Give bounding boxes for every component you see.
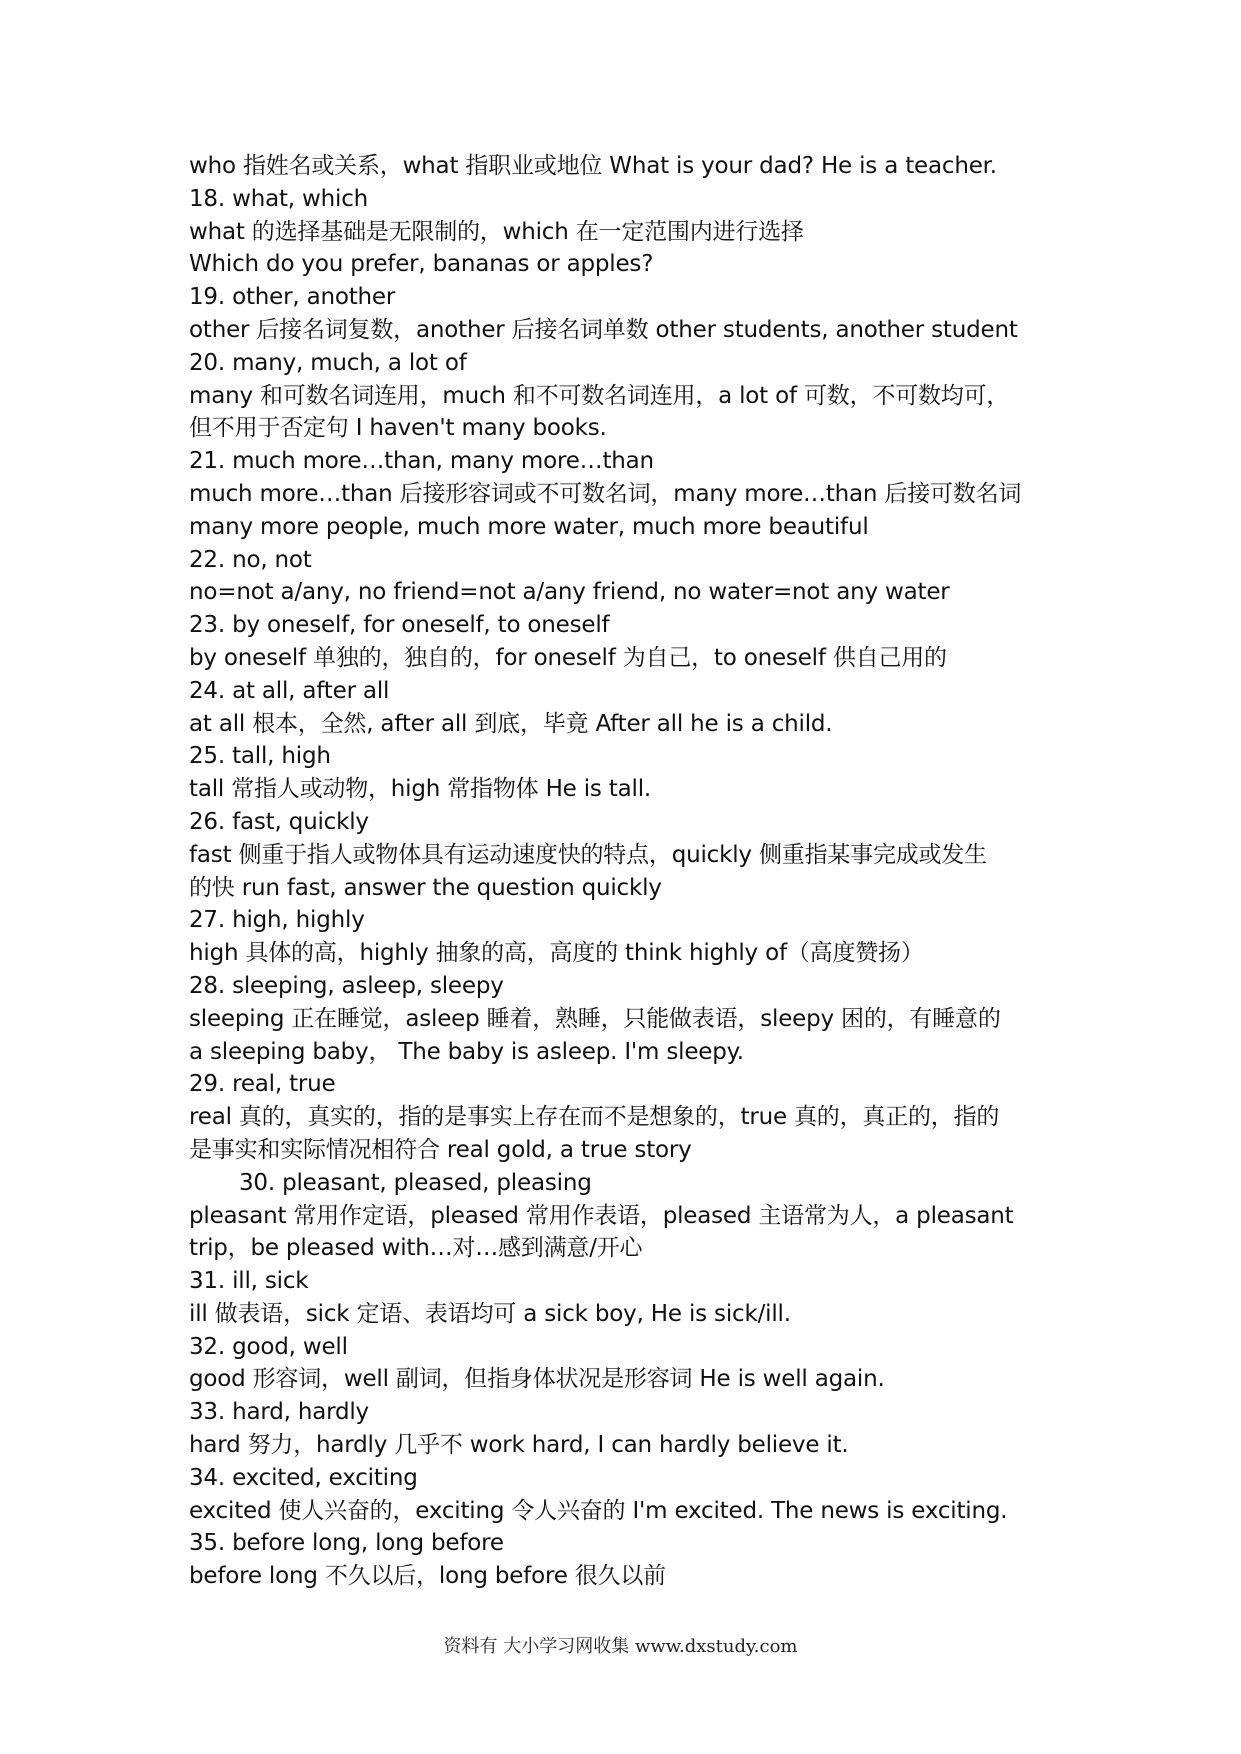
text-line: by oneself 单独的，独自的，for oneself 为自己，to oneself 供自己用的 (189, 644, 947, 671)
text-line: other 后接名词复数，another 后接名词单数 other students, another student (189, 316, 1018, 343)
text-line: much more…than 后接形容词或不可数名词，many more…than 后接可数名词 (189, 480, 1022, 507)
section-heading: 25. tall, high (189, 743, 331, 770)
text-line: ill 做表语，sick 定语、表语均可 a sick boy, He is sick/ill. (189, 1300, 791, 1327)
text-line: tall 常指人或动物，high 常指物体 He is tall. (189, 776, 652, 803)
section-heading: 20. many, much, a lot of (189, 349, 467, 376)
text-line: many 和可数名词连用，much 和不可数名词连用，a lot of 可数，不可数均可， (189, 382, 1010, 409)
section-heading: 34. excited, exciting (189, 1464, 418, 1491)
text-line: trip，be pleased with…对…感到满意/开心 (189, 1235, 643, 1262)
text-line: good 形容词，well 副词，但指身体状况是形容词 He is well again. (189, 1366, 885, 1393)
section-heading: 23. by oneself, for oneself, to oneself (189, 612, 610, 639)
text-line: real 真的，真实的，指的是事实上存在而不是想象的，true 真的，真正的，指的 (189, 1104, 1000, 1131)
text-line: many more people, much more water, much more beautiful (189, 513, 869, 540)
section-heading: 30. pleasant, pleased, pleasing (239, 1169, 592, 1196)
section-heading: 19. other, another (189, 284, 396, 311)
text-line: 的快 run fast, answer the question quickly (189, 874, 662, 901)
text-line: fast 侧重于指人或物体具有运动速度快的特点，quickly 侧重指某事完成或发生 (189, 841, 987, 868)
text-line: pleasant 常用作定语，pleased 常用作表语，pleased 主语常为人，a pleasant (189, 1202, 1014, 1229)
section-heading: 24. at all, after all (189, 677, 390, 704)
text-line: no=not a/any, no friend=not a/any friend, no water=not any water (189, 579, 950, 606)
section-heading: 27. high, highly (189, 907, 365, 934)
text-line: at all 根本，全然, after all 到底，毕竟 After all he is a child. (189, 710, 833, 737)
section-heading: 29. real, true (189, 1071, 336, 1098)
text-line: what 的选择基础是无限制的，which 在一定范围内进行选择 (189, 218, 804, 245)
section-heading: 32. good, well (189, 1333, 348, 1360)
text-line: sleeping 正在睡觉，asleep 睡着，熟睡，只能做表语，sleepy 困的，有睡意的 (189, 1005, 1001, 1032)
text-line: 但不用于否定句 I haven't many books. (189, 415, 607, 442)
section-heading: 22. no, not (189, 546, 312, 573)
text-line: who 指姓名或关系，what 指职业或地位 What is your dad? He is a teacher. (189, 153, 997, 179)
text-line: before long 不久以后，long before 很久以前 (189, 1563, 666, 1590)
section-heading: 28. sleeping, asleep, sleepy (189, 972, 504, 999)
section-heading: 18. what, which (189, 185, 369, 212)
text-line: high 具体的高，highly 抽象的高，高度的 think highly of（高度赞扬） (189, 940, 924, 967)
text-line: excited 使人兴奋的，exciting 令人兴奋的 I'm excited. The news is exciting. (189, 1497, 1008, 1524)
section-heading: 21. much more…than, many more…than (189, 448, 654, 475)
section-heading: 31. ill, sick (189, 1268, 309, 1295)
text-line: hard 努力，hardly 几乎不 work hard, I can hardly believe it. (189, 1432, 849, 1459)
text-line: a sleeping baby， The baby is asleep. I'm sleepy. (189, 1038, 744, 1065)
text-line: 是事实和实际情况相符合 real gold, a true story (189, 1136, 692, 1163)
section-heading: 33. hard, hardly (189, 1399, 369, 1426)
section-heading: 26. fast, quickly (189, 808, 369, 835)
section-heading: 35. before long, long before (189, 1530, 504, 1557)
document-body (189, 150, 1069, 1593)
page-footer: 资料有 大小学习网收集 www.dxstudy.com (443, 1636, 798, 1657)
text-line: Which do you prefer, bananas or apples? (189, 251, 654, 278)
